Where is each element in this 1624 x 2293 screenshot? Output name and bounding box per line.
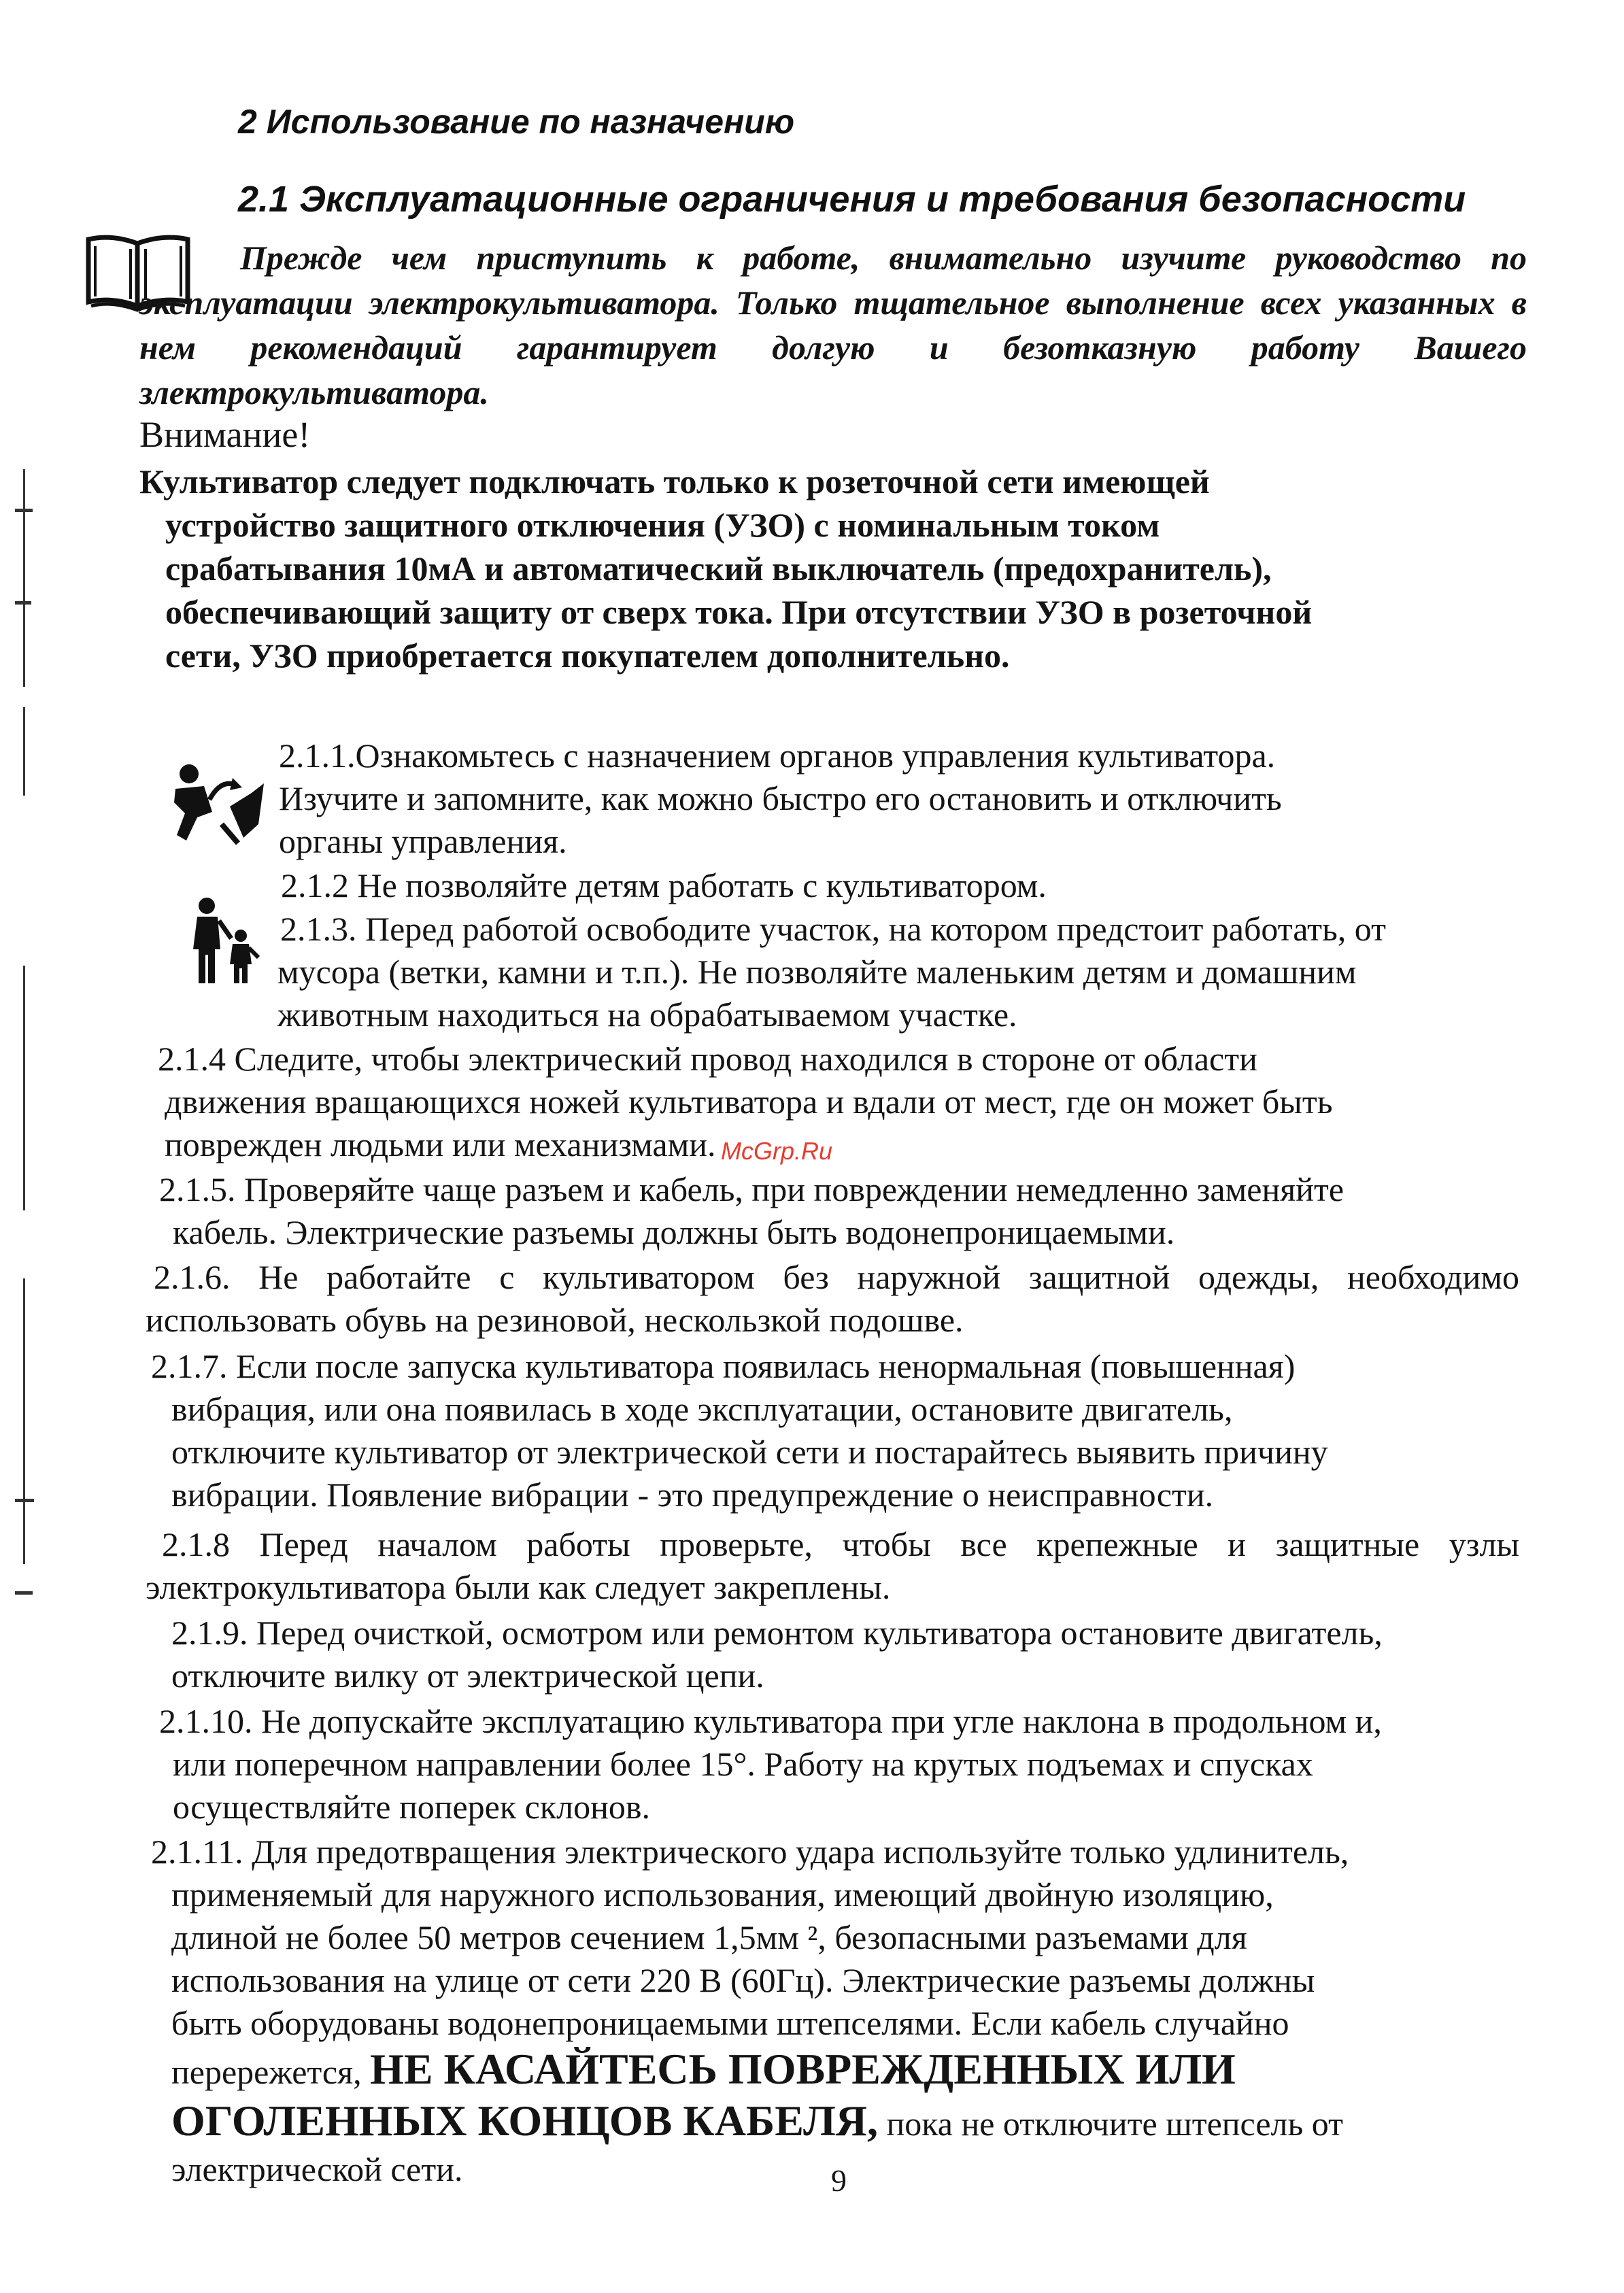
item-2-1-4: 2.1.4 Следите, чтобы электрический провод находился в стороне от области движения вращающихся ножей культиватора и вдали от мест, где он может быть поврежден людьми или механизмами.: [158, 1040, 1333, 1164]
scan-mark: [15, 1591, 33, 1595]
section-title: 2 Использование по назначению: [238, 103, 795, 141]
scan-mark: [23, 966, 25, 1210]
warning-block: [139, 460, 1540, 677]
danger-caps: НЕ КАСАЙТЕСЬ ПОВРЕЖДЕННЫХ ИЛИ: [370, 2045, 1236, 2093]
warning-line: устройство защитного отключения (УЗО) с номинальным током: [165, 506, 1160, 544]
scan-mark: [15, 509, 33, 512]
subsection-title: 2.1 Эксплуатационные ограничения и требования безопасности: [238, 179, 1466, 220]
warning-line: сети, УЗО приобретается покупателем дополнительно.: [165, 636, 1010, 675]
attention-label: Внимание!: [139, 414, 311, 455]
item-2-1-3: 2.1.3. Перед работой освободите участок, на котором предстоит работать, от мусора (ветки, камни и т.п.). Не позволяйте маленьким детям и домашним животным находиться на обрабатываемом участке.: [277, 910, 1386, 1034]
item-2-1-7: 2.1.7. Если после запуска культиватора появилась ненормальная (повышенная) вибрация, или она появилась в ходе эксплуатации, остановите двигатель, отключите культиватор от электрической сети и постарайтесь выявить причину вибрации. Появление вибрации - это предупреждение о неисправности.: [151, 1347, 1328, 1514]
warning-line: срабатывания 10мА и автоматический выключатель (предохранитель),: [165, 549, 1272, 588]
warning-line: обеспечивающий защиту от сверх тока. При отсутствии УЗО в розеточной: [165, 593, 1313, 631]
scan-mark: [15, 1499, 34, 1502]
item-2-1-6: 2.1.6. Не работайте с культиватором без наружной защитной одежды, необходимо использовать обувь на резиновой, нескользкой подошве.: [146, 1258, 1519, 1339]
item-2-1-2: 2.1.2 Не позволяйте детям работать с культиватором.: [281, 866, 1047, 904]
scan-mark: [15, 601, 31, 605]
scan-mark: [23, 469, 25, 687]
danger-caps: ОГОЛЕННЫХ КОНЦОВ КАБЕЛЯ,: [171, 2096, 878, 2145]
operator-controls-icon: [162, 759, 271, 854]
item-2-1-1: 2.1.1.Ознакомьтесь с назначением органов управления культиватора. Изучите и запомните, как можно быстро его остановить и отключить органы управления.: [279, 736, 1282, 860]
watermark: McGrp.Ru: [721, 1137, 833, 1165]
item-2-1-10: 2.1.10. Не допускайте эксплуатацию культиватора при угле наклона в продольном и, или поперечном направлении более 15°. Работу на крутых подъемах и спусках осуществляйте поперек склонов.: [159, 1702, 1382, 1826]
scan-mark: [23, 707, 25, 796]
intro-paragraph: Прежде чем приступить к работе, внимательно изучите руководство по эксплуатации электрокультиватора. Только тщательное выполнение всех указанных в нем рекомендаций гарантирует долгую и безотказную работу Вашего злектрокультиватора.: [139, 239, 1527, 411]
item-2-1-8: 2.1.8 Перед началом работы проверьте, чтобы все крепежные и защитные узлы электрокультиватора были как следует закреплены.: [146, 1525, 1519, 1606]
item-2-1-5: 2.1.5. Проверяйте чаще разъем и кабель, при повреждении немедленно заменяйте кабель. Электрические разъемы должны быть водонепроницаемыми.: [159, 1170, 1344, 1251]
scan-mark: [23, 1278, 25, 1564]
adult-child-icon: [188, 896, 263, 985]
page-number: 9: [831, 2163, 847, 2198]
warning-line: Культиватор следует подключать только к розеточной сети имеющей: [139, 462, 1210, 500]
item-2-1-11: 2.1.11. Для предотвращения электрического удара используйте только удлинитель, применяемый для наружного использования, имеющий двойную изоляцию, длиной не более 50 метров сечением 1,5мм ², безопасными разъемами для использования на улице от сети 220 В (60Гц). Электрические разъемы должны быть оборудованы водонепроницаемыми штепселями. Если кабель случайно перережется, НЕ КАСАЙТЕСЬ ПОВРЕЖДЕННЫХ ИЛИ ОГОЛЕННЫХ КОНЦОВ КАБЕЛЯ, пока не отключите штепсель от электрической сети.: [151, 1833, 1349, 2188]
item-2-1-9: 2.1.9. Перед очисткой, осмотром или ремонтом культиватора остановите двигатель, отключите вилку от электрической цепи.: [171, 1614, 1383, 1695]
